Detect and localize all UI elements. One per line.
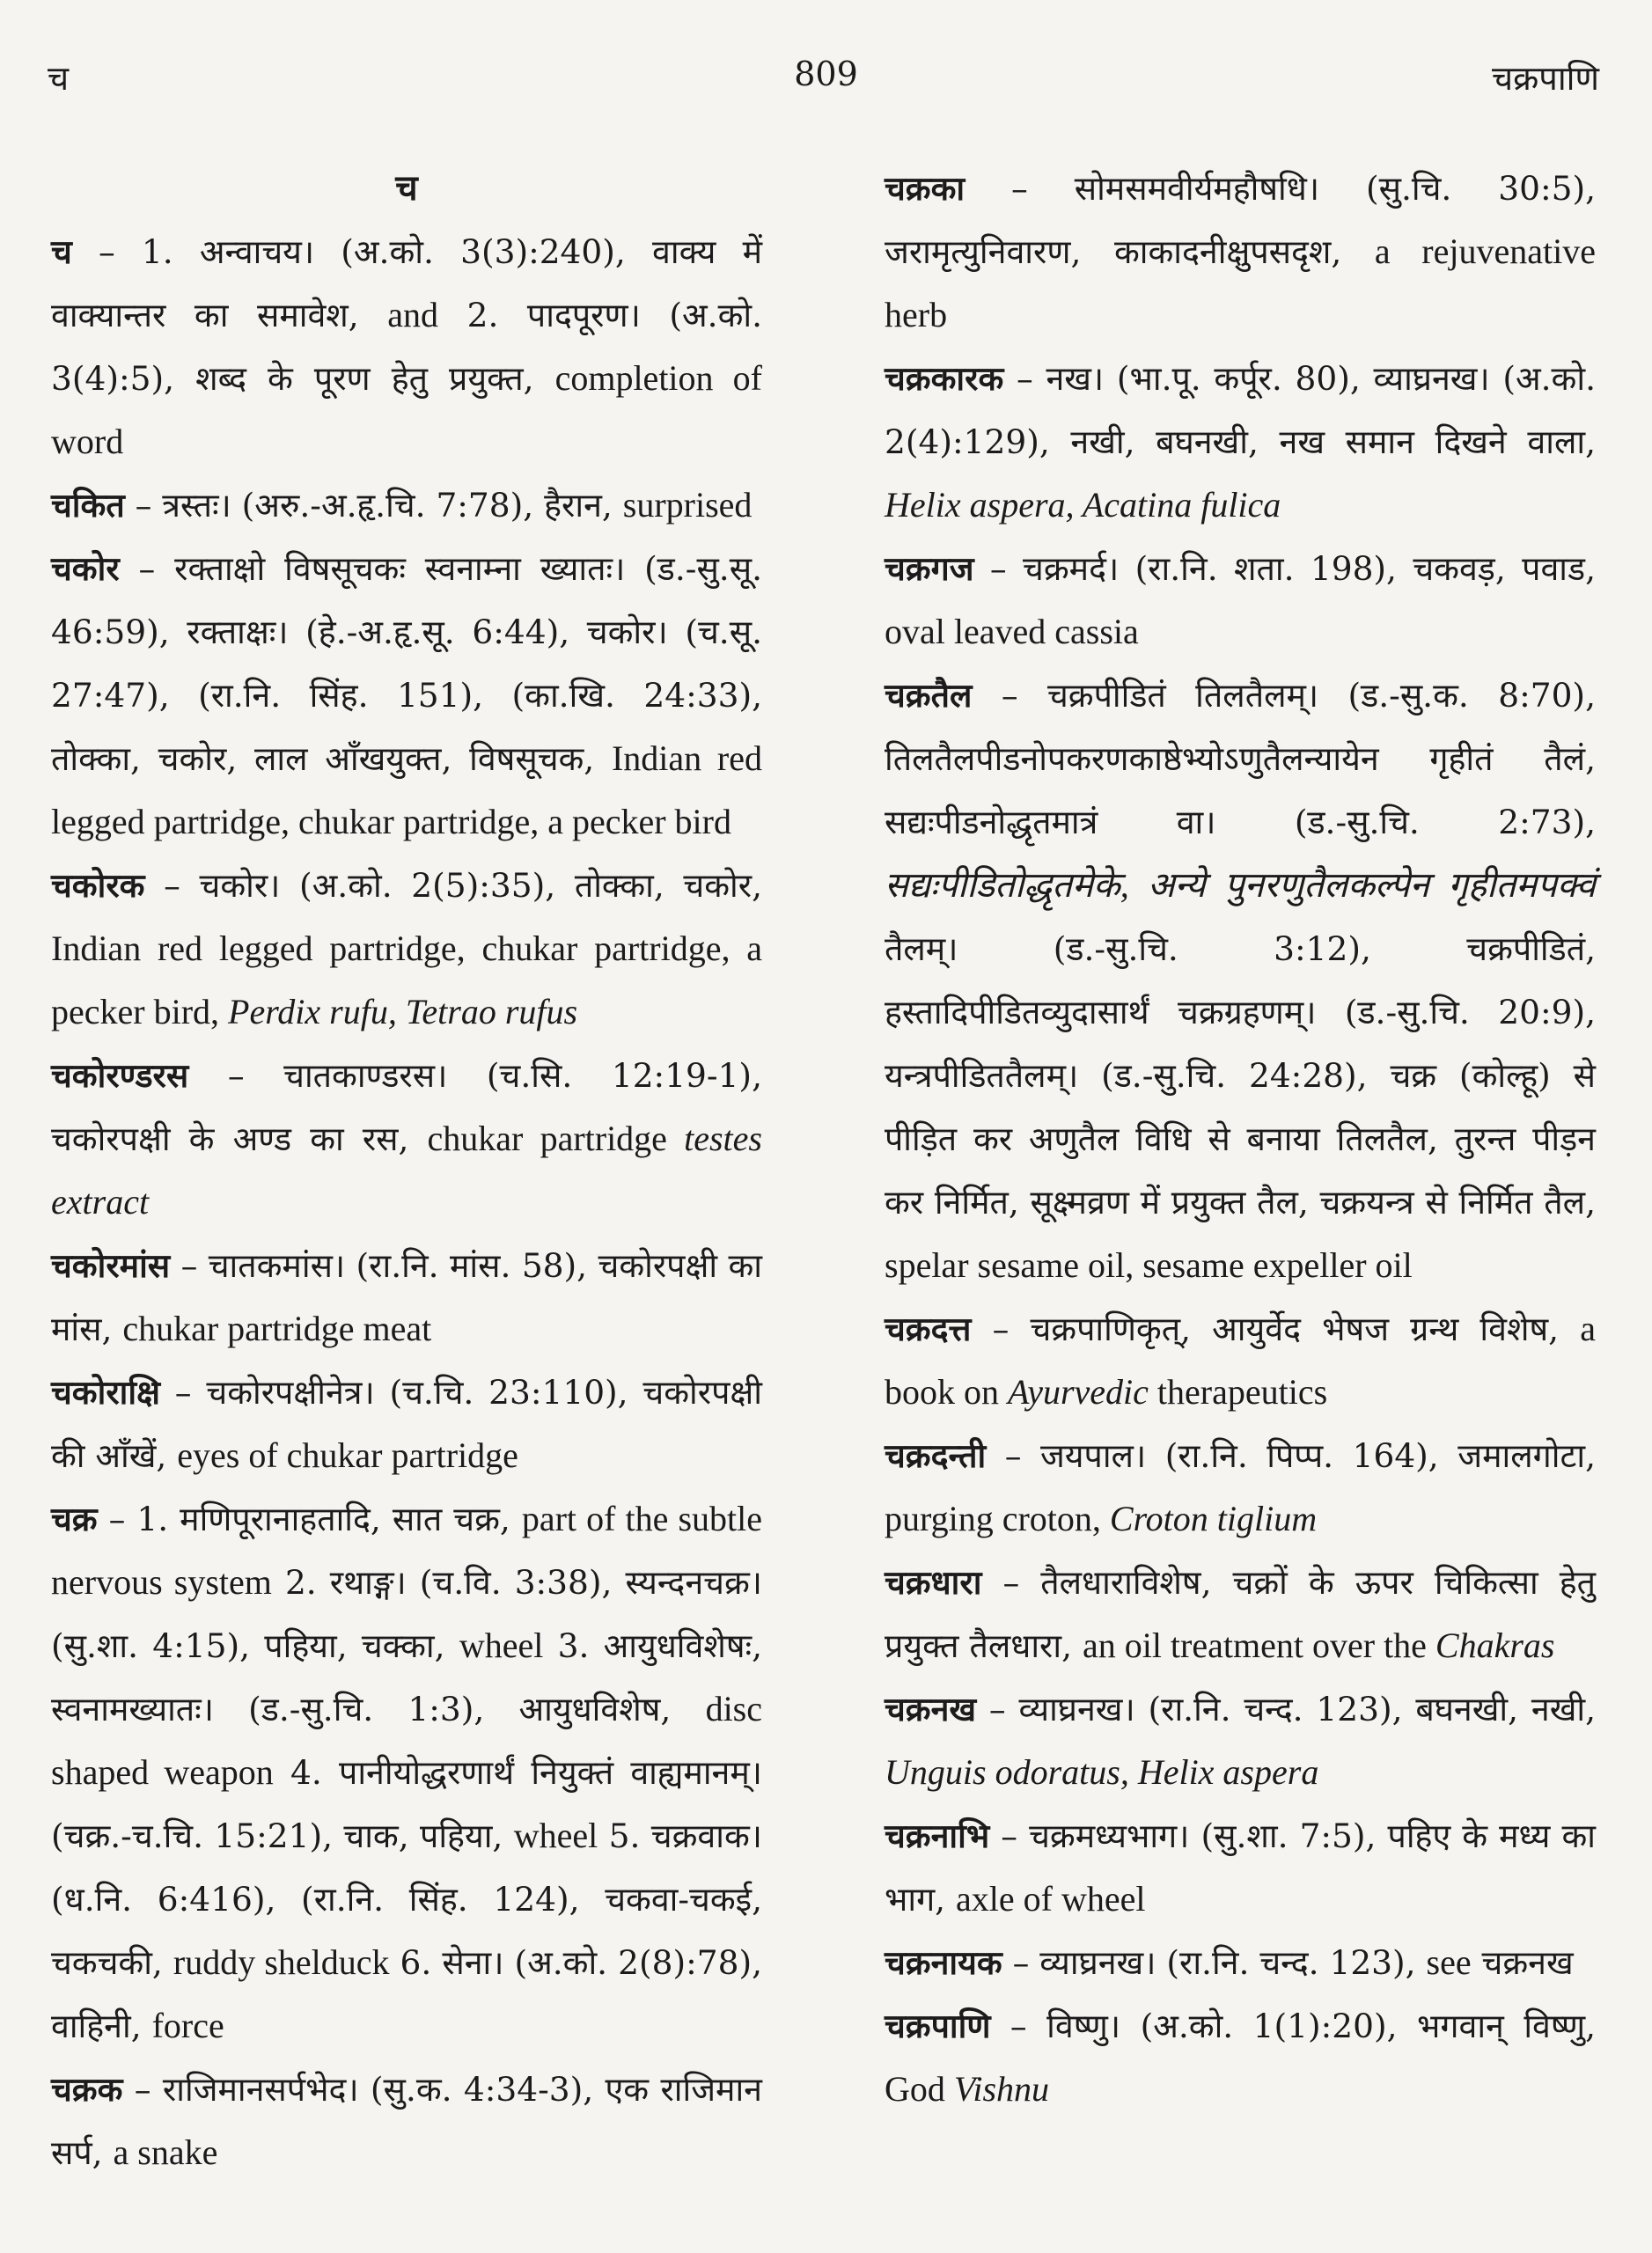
entry-headword: चक्रनख xyxy=(885,1690,977,1728)
entry-headword: चक्रदन्ती xyxy=(885,1436,987,1475)
english-gloss: chukar partridge xyxy=(427,1119,685,1158)
italic-term: Ayurvedic xyxy=(1008,1372,1149,1412)
entry-headword: चकोर xyxy=(51,549,120,588)
italic-term: Helix aspera, Acatina fulica xyxy=(885,485,1281,525)
english-gloss: an oil treatment over the xyxy=(1082,1626,1435,1665)
entry-headword: चक्रदत्त xyxy=(885,1310,972,1348)
english-gloss: spelar sesame oil, sesame expeller oil xyxy=(885,1245,1413,1285)
entry-headword: चकोरक xyxy=(51,866,145,905)
dictionary-entry xyxy=(885,1424,1596,1551)
entry-text: – त्रस्तः। (अरु.-अ.हृ.चि. 7:78), हैरान, xyxy=(124,486,623,525)
english-gloss: completion of word xyxy=(51,358,762,461)
entry-text: – चकोरपक्षीनेत्र। (च.चि. 23:110), चकोरपक्षी की आँखें, xyxy=(51,1373,762,1475)
dictionary-entry xyxy=(885,664,1596,1297)
entry-headword: चक्रपाणि xyxy=(885,2007,991,2045)
italic-term: Perdix rufu, Tetrao rufus xyxy=(228,992,578,1031)
entry-text: – नख। (भा.पू. कर्पूर. 80), व्याघ्रनख। (अ.को. 2(4):129), नखी, बघनखी, नख समान दिखने वाला, xyxy=(885,359,1596,461)
dictionary-entry xyxy=(885,1677,1596,1804)
entry-text: – 1. अन्वाचय। (अ.को. 3(3):240), वाक्य में वाक्यान्तर का समावेश, xyxy=(51,232,762,334)
dictionary-entry xyxy=(51,854,762,1044)
entry-text: 2. रथाङ्ग। (च.वि. 3:38), स्यन्दनचक्र। (सु.शा. 4:15), पहिया, चक्का, xyxy=(51,1563,762,1665)
entry-headword: चकित xyxy=(51,486,125,525)
italic-term: Chakras xyxy=(1435,1626,1555,1665)
entry-text: – रक्ताक्षो विषसूचकः स्वनाम्ना ख्यातः। (ड.-सु.सू. 46:59), रक्ताक्षः। (हे.-अ.हृ.सू. 6:44), चकोर। (च.सू. 27:47), (रा.नि. सिंह. 151), (का.खि. 24:33), तोक्का, चकोर, लाल आँखयुक्त, विषसूचक, xyxy=(51,549,762,778)
entry-headword: च xyxy=(51,232,72,271)
italic-term: Croton tiglium xyxy=(1109,1499,1318,1538)
dictionary-entry xyxy=(51,473,762,537)
entry-text: 4. पानीयोद्धरणार्थं नियुक्तं वाह्यमानम्। (चक्र.-च.चि. 15:21), चाक, पहिया, xyxy=(51,1753,762,1855)
english-gloss: see xyxy=(1426,1942,1472,1982)
entry-headword: चकोराक्षि xyxy=(51,1373,160,1412)
italic-term: Vishnu xyxy=(953,2069,1050,2109)
dictionary-entry xyxy=(51,1044,762,1234)
entry-text: – चक्रमर्द। (रा.नि. शता. 198), चकवड़, पवाड, xyxy=(973,549,1596,588)
english-gloss: axle of wheel xyxy=(956,1879,1146,1919)
dictionary-entry xyxy=(885,1994,1596,2121)
english-gloss: wheel xyxy=(459,1626,544,1665)
english-gloss: ruddy shelduck xyxy=(173,1942,390,1982)
entry-text: 6. सेना। (अ.को. 2(8):78), वाहिनी, xyxy=(51,1943,763,2045)
page-number: 809 xyxy=(794,55,858,93)
entry-headword: चक्रनाभि xyxy=(885,1816,990,1855)
entry-headword: चक्रतैल xyxy=(885,676,973,715)
entry-text: – चक्रपीडितं तिलतैलम्। (ड.-सु.क. 8:70), तिलतैलपीडनोपकरणकाष्ठेभ्योऽणुतैलन्यायेन गृहीतं तैलं, सद्यःपीडनोद्धृतमात्रं वा। (ड.-सु.चि. 2:73), xyxy=(885,676,1596,841)
entry-text: – 1. मणिपूरानाहतादि, सात चक्र, xyxy=(97,1500,522,1538)
entry-text: – राजिमानसर्पभेद। (सु.क. 4:34-3), एक राजिमान सर्प, xyxy=(51,2070,762,2172)
entry-headword: चक्रधारा xyxy=(885,1563,982,1602)
dictionary-entry xyxy=(885,1551,1596,1677)
entry-text: 3. आयुधविशेषः, स्वनामख्यातः। (ड.-सु.चि. 1:3), आयुधविशेष, xyxy=(51,1626,762,1728)
dictionary-entry xyxy=(51,2058,762,2184)
dictionary-entry xyxy=(885,1931,1596,1994)
entry-text: – चक्रमध्यभाग। (सु.शा. 7:5), पहिए के मध्य का भाग, xyxy=(885,1816,1596,1919)
dictionary-entry xyxy=(51,220,762,473)
entry-text: चक्रनख xyxy=(1471,1943,1574,1982)
english-gloss: and xyxy=(387,295,439,334)
entry-text: – चकोर। (अ.को. 2(5):35), तोक्का, चकोर, xyxy=(144,866,762,905)
dictionary-entry xyxy=(885,347,1596,537)
running-head-letter: च xyxy=(48,59,70,98)
entry-text: – तैलधाराविशेष, चक्रों के ऊपर चिकित्सा हेतु प्रयुक्त तैलधारा, xyxy=(885,1563,1596,1665)
right-column xyxy=(885,157,1596,2121)
entry-text: – व्याघ्रनख। (रा.नि. चन्द. 123), xyxy=(1002,1943,1427,1982)
entry-text: 2. पादपूरण। (अ.को. 3(4):5), शब्द के पूरण हेतु प्रयुक्त, xyxy=(51,296,762,398)
dictionary-entry xyxy=(51,1487,762,2058)
left-column xyxy=(51,157,762,2184)
section-letter: च xyxy=(395,167,418,209)
entry-headword: चक्रक xyxy=(51,2070,123,2109)
entry-headword: चक्रकारक xyxy=(885,359,1004,398)
dictionary-entry xyxy=(885,537,1596,664)
english-gloss: wheel xyxy=(513,1816,598,1855)
english-gloss: a book on xyxy=(885,1309,1596,1412)
entry-text: – चातकाण्डरस। (च.सि. 12:19-1), चकोरपक्षी के अण्ड का रस, xyxy=(51,1056,762,1158)
dictionary-entry xyxy=(51,1234,762,1361)
entry-text: – जयपाल। (रा.नि. पिप्प. 164), जमालगोटा, xyxy=(986,1436,1596,1475)
dictionary-entry xyxy=(51,537,762,854)
english-gloss: a rejuvenative herb xyxy=(885,231,1596,334)
entry-headword: चकोरण्डरस xyxy=(51,1056,189,1095)
running-head-word: चक्रपाणि xyxy=(1491,59,1599,98)
entry-text: – विष्णु। (अ.को. 1(1):20), भगवान् विष्णु, xyxy=(990,2007,1596,2045)
english-gloss: Indian red legged partridge, chukar partridge, a pecker bird xyxy=(51,738,763,841)
english-gloss: chukar partridge meat xyxy=(122,1309,432,1348)
english-gloss: Indian red legged partridge, chukar partridge, a pecker bird, xyxy=(51,928,762,1031)
entry-text: – चक्रपाणिकृत्, आयुर्वेद भेषज ग्रन्थ विशेष, xyxy=(971,1310,1581,1348)
dictionary-entry xyxy=(885,1297,1596,1424)
english-gloss: purging croton, xyxy=(885,1499,1110,1538)
entry-text: – चातकमांस। (रा.नि. मांस. 58), चकोरपक्षी का मांस, xyxy=(51,1246,762,1348)
english-gloss: part of the subtle nervous system xyxy=(51,1499,763,1602)
entry-text: – सोमसमवीर्यमहौषधि। (सु.चि. 30:5), जरामृत्युनिवारण, काकादनीक्षुपसदृश, xyxy=(885,169,1596,271)
english-gloss: surprised xyxy=(622,485,753,525)
entry-headword: चकोरमांस xyxy=(51,1246,171,1285)
english-gloss: oval leaved cassia xyxy=(885,612,1139,651)
entry-headword: चक्रनायक xyxy=(885,1943,1002,1982)
english-gloss: disc shaped weapon xyxy=(51,1689,762,1792)
english-gloss: a snake xyxy=(113,2132,218,2172)
dictionary-entry xyxy=(51,1361,762,1487)
italic-term: Unguis odoratus, Helix aspera xyxy=(885,1752,1319,1792)
italic-term: testes extract xyxy=(51,1119,762,1222)
english-gloss: God xyxy=(885,2069,954,2109)
entry-text: 5. चक्रवाक। (ध.नि. 6:416), (रा.नि. सिंह. 124), चकवा-चकई, चकचकी, xyxy=(51,1816,762,1982)
dictionary-entry xyxy=(885,1804,1596,1931)
entry-text: – व्याघ्रनख। (रा.नि. चन्द. 123), बघनखी, नखी, xyxy=(976,1690,1596,1728)
english-gloss: therapeutics xyxy=(1148,1372,1328,1412)
entry-headword: चक्रका xyxy=(885,169,966,208)
entry-text: तैलम्। (ड.-सु.चि. 3:12), चक्रपीडितं, हस्तादिपीडितव्युदासार्थं चक्रग्रहणम्। (ड.-सु.चि. 20:9), यन्त्रपीडिततैलम्। (ड.-सु.चि. 24:28), चक्र (कोल्हू) से पीड़ित कर अणुतैल विधि से बनाया तिलतैल, तुरन्त पीड़न कर निर्मित, सूक्ष्मव्रण में प्रयुक्त तैल, चक्रयन्त्र से निर्मित तैल, xyxy=(885,929,1596,1222)
english-gloss: force xyxy=(151,2006,224,2045)
english-gloss: eyes of chukar partridge xyxy=(177,1435,518,1475)
entry-headword: चक्रगज xyxy=(885,549,974,588)
italic-term: सद्यःपीडितोद्धृतमेके, अन्ये पुनरणुतैलकल्पेन गृहीतमपक्वं xyxy=(885,865,1596,905)
entry-headword: चक्र xyxy=(51,1500,98,1538)
dictionary-entry xyxy=(885,157,1596,347)
